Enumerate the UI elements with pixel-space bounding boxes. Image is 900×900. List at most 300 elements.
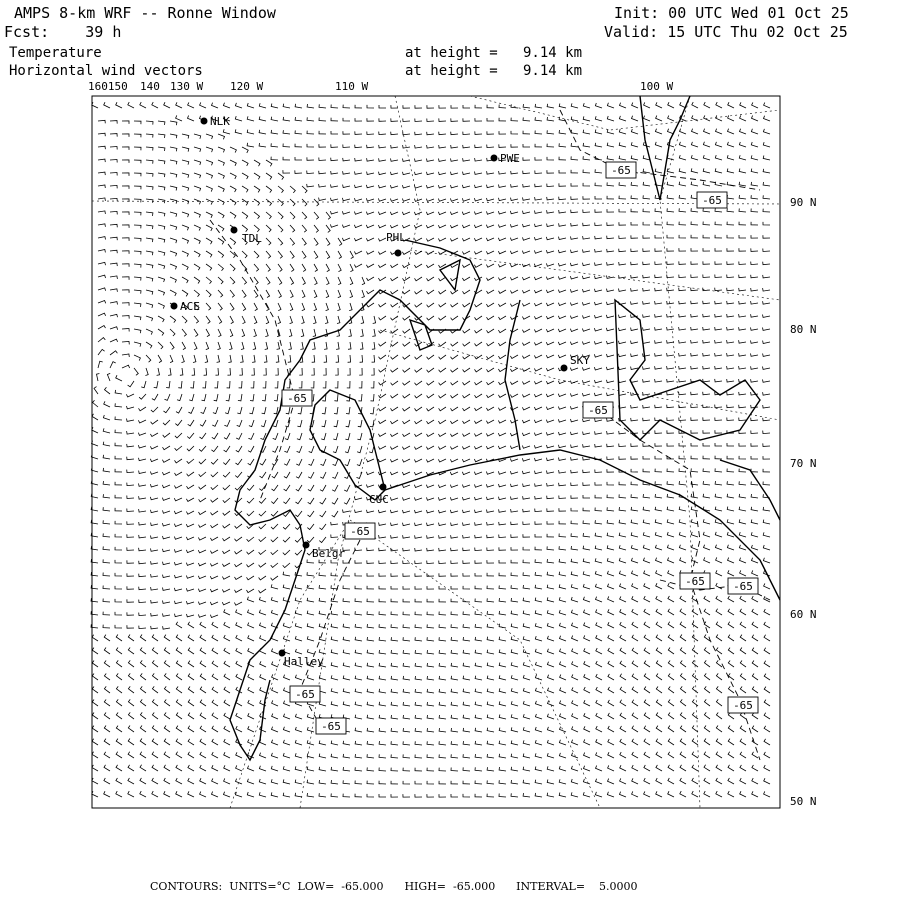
wind-vector [427, 172, 435, 175]
wind-vector [704, 686, 710, 693]
wind-vector [655, 405, 662, 408]
wind-vector [170, 160, 177, 164]
wind-vector [668, 739, 674, 745]
wind-vector [427, 548, 434, 551]
wind-vector [251, 368, 254, 375]
wind-vector [218, 264, 223, 271]
wind-vector [475, 316, 483, 320]
wind-vector [139, 587, 146, 590]
wind-vector [326, 251, 330, 259]
wind-vector [134, 303, 141, 307]
wind-vector [691, 235, 698, 238]
wind-vector [499, 767, 506, 771]
wind-vector [668, 116, 674, 122]
wind-vector [139, 483, 147, 486]
wind-vector [632, 687, 638, 693]
wind-vector [680, 713, 686, 720]
wind-vector [631, 456, 638, 459]
wind-vector [546, 250, 554, 253]
wind-vector [620, 635, 626, 641]
wind-vector [511, 675, 518, 680]
wind-vector [607, 129, 614, 134]
wind-vector [367, 663, 374, 667]
wind-vector [499, 663, 506, 668]
wind-vector [224, 622, 230, 628]
wind-vector [596, 752, 602, 758]
wind-vector [450, 212, 458, 215]
wind-vector [594, 354, 602, 357]
wind-vector [511, 780, 518, 784]
wind-vector [510, 355, 518, 359]
wind-vector [739, 532, 746, 537]
wind-vector [176, 752, 182, 758]
wind-vector [583, 143, 590, 147]
wind-vector [727, 261, 734, 264]
wind-vector [559, 445, 567, 448]
wind-vector [290, 199, 295, 206]
wind-vector [236, 779, 243, 784]
wind-vector [596, 713, 602, 719]
wind-vector [740, 635, 746, 641]
wind-vector [146, 303, 153, 308]
wind-vector [210, 615, 218, 618]
wind-vector [739, 519, 746, 524]
wind-vector [680, 752, 686, 758]
wind-vector [620, 739, 626, 745]
wind-vector [194, 290, 199, 297]
contour-label [316, 718, 346, 734]
wind-vector [728, 713, 734, 720]
wind-vector [595, 533, 602, 537]
wind-vector [487, 535, 494, 538]
wind-vector [595, 482, 602, 485]
wind-vector [349, 303, 352, 311]
wind-vector [596, 648, 602, 654]
wind-vector [415, 573, 422, 576]
wind-vector [596, 635, 602, 641]
wind-vector [230, 147, 236, 153]
wind-vector [692, 699, 698, 706]
wind-vector [367, 599, 374, 602]
wind-vector [571, 495, 578, 498]
wind-vector [175, 472, 183, 476]
wind-vector [668, 661, 674, 668]
wind-vector [522, 342, 530, 345]
wind-vector [703, 155, 710, 160]
wind-vector [570, 316, 578, 319]
wind-vector [463, 650, 470, 654]
wind-vector [728, 648, 734, 654]
wind-vector [237, 407, 242, 414]
latitude-label: 60 N [790, 608, 817, 621]
wind-vector [427, 715, 434, 719]
wind-vector [607, 482, 614, 485]
wind-vector [548, 688, 555, 693]
wind-vector [511, 662, 518, 667]
wind-vector [692, 765, 698, 771]
wind-vector [751, 340, 759, 343]
wind-vector [439, 132, 446, 135]
wind-vector [272, 727, 279, 732]
wind-vector [283, 585, 290, 589]
wind-vector [126, 394, 134, 397]
wind-vector [547, 130, 554, 134]
wind-vector [211, 524, 219, 528]
wind-vector [307, 131, 314, 134]
wind-vector [92, 102, 98, 108]
wind-vector [360, 355, 363, 362]
wind-vector [655, 235, 662, 238]
wind-vector [206, 225, 212, 231]
wind-vector [546, 316, 554, 319]
wind-vector [450, 485, 458, 488]
wind-vector [679, 195, 686, 199]
wind-vector [535, 598, 542, 602]
wind-vector [175, 433, 182, 438]
wind-vector [326, 238, 330, 246]
wind-vector [463, 663, 470, 667]
wind-vector [547, 496, 554, 499]
wind-vector [177, 394, 182, 401]
wind-vector [680, 558, 686, 564]
wind-vector [198, 589, 206, 592]
wind-vector [716, 648, 722, 655]
wind-vector [523, 598, 530, 602]
wind-vector [547, 714, 554, 719]
wind-vector [546, 329, 554, 332]
wind-vector [170, 329, 175, 336]
wind-vector [498, 433, 506, 436]
wind-vector [667, 182, 674, 186]
wind-vector [534, 355, 542, 358]
wind-vector [535, 496, 542, 499]
wind-vector [752, 558, 759, 563]
wind-vector [728, 686, 734, 693]
wind-vector [523, 197, 531, 200]
wind-vector [378, 277, 386, 281]
wind-vector [151, 523, 158, 526]
wind-vector [439, 342, 446, 346]
wind-vector [163, 433, 170, 437]
wind-vector [296, 472, 302, 478]
wind-vector [475, 535, 482, 538]
wind-vector [535, 623, 542, 628]
wind-vector [331, 131, 338, 134]
wind-vector [127, 509, 134, 512]
wind-vector [643, 405, 650, 408]
wind-vector [314, 290, 317, 298]
wind-vector [439, 355, 446, 359]
wind-vector [295, 104, 302, 108]
wind-vector [426, 185, 434, 188]
svg-text:-65: -65 [702, 194, 722, 207]
wind-vector [764, 687, 770, 693]
wind-vector [308, 472, 314, 478]
wind-vector [463, 105, 470, 108]
wind-vector [523, 522, 530, 525]
wind-vector [242, 186, 248, 192]
wind-vector [463, 573, 470, 576]
wind-vector [546, 381, 554, 384]
wind-vector [499, 105, 506, 109]
wind-vector [110, 134, 117, 137]
wind-vector [415, 535, 422, 538]
wind-vector [415, 510, 423, 513]
wind-vector [212, 739, 218, 745]
wind-vector [342, 211, 350, 214]
wind-vector [242, 290, 246, 298]
wind-vector [224, 433, 230, 439]
wind-vector [115, 390, 122, 394]
wind-vector [254, 225, 259, 232]
wind-vector [558, 316, 566, 319]
wind-vector [188, 420, 194, 426]
wind-vector [620, 648, 626, 654]
wind-vector [127, 496, 134, 499]
wind-vector [122, 354, 129, 357]
wind-vector [451, 145, 458, 148]
wind-vector [570, 303, 578, 306]
wind-vector [715, 468, 722, 472]
wind-vector [716, 752, 722, 758]
wind-vector [110, 339, 118, 342]
wind-vector [715, 532, 722, 537]
wind-vector [764, 635, 770, 641]
wind-vector [354, 225, 362, 228]
wind-vector [427, 303, 434, 307]
wind-vector [259, 792, 266, 797]
wind-vector [297, 420, 302, 427]
wind-vector [704, 778, 710, 784]
wind-vector [583, 223, 590, 226]
wind-vector [274, 394, 278, 401]
wind-vector [403, 676, 410, 680]
wind-vector [583, 130, 590, 134]
station-marker [279, 650, 325, 669]
wind-vector [391, 637, 398, 641]
wind-vector [98, 185, 105, 188]
wind-vector [451, 768, 458, 772]
wind-vector [122, 147, 129, 150]
wind-vector [667, 222, 674, 225]
wind-vector [751, 248, 758, 251]
wind-vector [691, 430, 698, 433]
wind-vector [301, 329, 304, 337]
wind-vector [439, 650, 446, 654]
wind-vector [415, 132, 422, 135]
wind-vector [739, 314, 746, 317]
wind-vector [175, 420, 182, 426]
wind-vector [134, 290, 141, 294]
wind-vector [716, 726, 722, 733]
wind-vector [450, 433, 458, 436]
wind-vector [451, 676, 458, 680]
wind-vector [391, 702, 398, 706]
wind-vector [535, 662, 542, 667]
wind-vector [188, 687, 194, 694]
wind-vector [739, 405, 746, 408]
wind-vector [534, 394, 542, 397]
wind-vector [572, 687, 578, 693]
wind-vector [314, 212, 319, 219]
wind-vector [402, 199, 410, 202]
wind-vector [337, 316, 340, 324]
wind-vector [644, 596, 650, 602]
wind-vector [739, 222, 746, 225]
wind-vector [487, 663, 494, 667]
wind-vector [692, 622, 698, 628]
wind-vector [278, 199, 283, 206]
wind-vector [560, 649, 567, 654]
wind-vector [547, 727, 554, 732]
wind-vector [194, 264, 200, 270]
wind-vector [426, 264, 434, 268]
wind-vector [499, 637, 506, 641]
wind-vector [314, 225, 318, 232]
wind-vector [740, 713, 746, 720]
wind-vector [680, 596, 686, 602]
wind-vector [751, 520, 758, 525]
wind-vector [371, 394, 375, 401]
wind-vector [150, 484, 158, 487]
wind-vector [703, 340, 710, 343]
wind-vector [414, 212, 422, 215]
wind-vector [98, 338, 105, 342]
wind-vector [631, 341, 639, 344]
wind-vector [595, 792, 602, 797]
wind-vector [680, 686, 686, 693]
wind-vector [128, 778, 134, 784]
wind-vector [230, 160, 236, 166]
wind-vector [204, 368, 207, 375]
wind-vector [176, 407, 182, 413]
wind-vector [619, 196, 626, 199]
station-marker [303, 542, 346, 561]
wind-vector [236, 446, 242, 452]
wind-vector [643, 507, 650, 511]
wind-vector [295, 623, 302, 628]
wind-vector [583, 289, 591, 292]
wind-vector [511, 754, 518, 758]
wind-vector [572, 726, 578, 732]
wind-vector [334, 394, 338, 401]
wind-vector [278, 316, 281, 324]
wind-vector [534, 237, 542, 240]
wind-vector [535, 559, 542, 563]
wind-vector [535, 701, 542, 706]
wind-vector [287, 381, 290, 388]
wind-vector [390, 199, 398, 202]
wind-vector [152, 635, 158, 642]
wind-vector [272, 740, 279, 745]
wind-vector [188, 752, 194, 758]
wind-vector [523, 157, 530, 160]
wind-vector [572, 740, 579, 745]
wind-vector [427, 612, 434, 615]
wind-vector [378, 198, 386, 201]
wind-vector [164, 648, 170, 655]
wind-vector [487, 316, 495, 320]
wind-vector [367, 303, 375, 307]
wind-vector [608, 609, 614, 615]
wind-vector [584, 700, 590, 706]
wind-vector [367, 611, 374, 615]
wind-vector [584, 739, 590, 745]
wind-vector [763, 129, 770, 134]
wind-vector [275, 381, 278, 388]
wind-vector [619, 444, 626, 447]
wind-vector [170, 121, 177, 125]
wind-vector [162, 485, 170, 488]
wind-vector [115, 625, 122, 628]
wind-vector [656, 713, 662, 720]
wind-vector [391, 132, 398, 135]
wind-vector [218, 290, 223, 297]
wind-vector [716, 660, 722, 667]
wind-vector [194, 329, 198, 337]
wind-vector [140, 726, 146, 733]
contour-label [282, 390, 312, 406]
wind-vector [427, 650, 434, 654]
wind-vector [390, 446, 398, 449]
wind-vector [415, 368, 422, 372]
wind-vector [190, 381, 194, 388]
wind-vector [656, 791, 662, 797]
wind-vector [391, 290, 399, 294]
wind-vector [486, 407, 494, 411]
wind-vector [324, 355, 327, 362]
wind-vector [260, 687, 266, 693]
wind-vector [134, 316, 141, 320]
wind-vector [487, 368, 495, 372]
wind-vector [439, 689, 446, 693]
wind-vector [391, 741, 398, 745]
wind-vector [260, 623, 267, 628]
wind-vector [594, 341, 602, 344]
wind-vector [216, 368, 219, 375]
wind-vector [607, 341, 615, 344]
wind-vector [331, 650, 338, 655]
wind-vector [104, 674, 110, 681]
wind-vector [595, 571, 602, 576]
wind-vector [186, 498, 194, 501]
wind-vector [104, 765, 110, 771]
wind-vector [643, 301, 650, 304]
wind-vector [644, 700, 650, 706]
wind-vector [716, 778, 722, 784]
wind-vector [415, 523, 423, 526]
wind-vector [379, 599, 386, 602]
wind-vector [511, 497, 519, 500]
wind-vector [357, 433, 362, 440]
wind-vector [439, 368, 446, 372]
wind-vector [595, 103, 602, 108]
wind-vector [355, 573, 362, 576]
wind-vector [691, 275, 698, 278]
wind-vector [214, 394, 218, 401]
wind-vector [98, 361, 103, 368]
wind-vector [451, 715, 458, 719]
wind-vector [115, 443, 122, 446]
wind-vector [608, 700, 614, 706]
wind-vector [703, 222, 710, 226]
wind-vector [475, 586, 482, 589]
wind-vector [128, 686, 134, 693]
wind-vector [439, 407, 446, 411]
wind-vector [379, 548, 386, 551]
wind-vector [655, 327, 662, 330]
wind-vector [366, 225, 374, 228]
